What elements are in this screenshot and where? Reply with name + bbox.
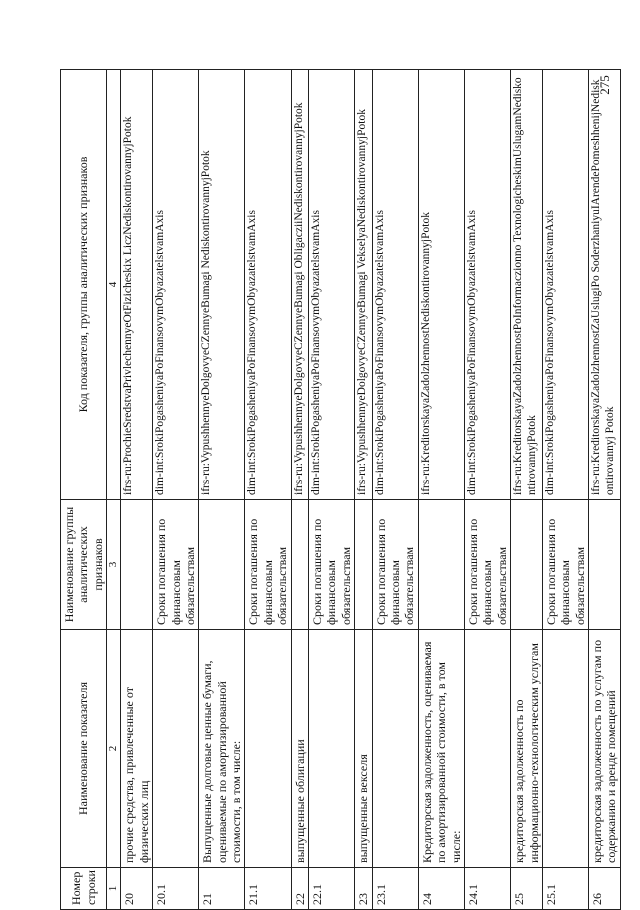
group-name-cell [355,500,372,630]
row-number-cell: 22.1 [309,868,355,910]
table-row [245,70,291,910]
group-name-cell: Сроки погашения по финансовым обязательствам [309,500,355,630]
header-code: Код показателя, группы аналитических признаков [61,70,107,500]
code-cell: dim-int:SrokiPogasheniyaPoFinansovymObyazatelstvamAxis [372,70,418,500]
group-name-cell: Сроки погашения по финансовым обязательствам [372,500,418,630]
indicator-name-cell [542,630,588,868]
table-row [542,70,588,910]
table-row [153,70,199,910]
row-number-cell: 23.1 [372,868,418,910]
header-indicator-name: Наименование показателя [61,630,107,868]
indicator-name-cell: прочие средства, привлеченные от физических лиц [121,630,153,868]
column-number: 1 [107,868,121,910]
code-cell: dim-int:SrokiPogasheniyaPoFinansovymObyazatelstvamAxis [542,70,588,500]
group-name-cell: Сроки погашения по финансовым обязательствам [542,500,588,630]
row-number-cell: 20.1 [153,868,199,910]
table-row [464,70,510,910]
row-number-cell: 21.1 [245,868,291,910]
column-number: 3 [107,500,121,630]
code-cell: ifrs-ru:VypushhennyeDolgovyeCZennyeBumagi VekselyaNediskontirovannyjPotok [355,70,372,500]
indicator-name-cell [245,630,291,868]
indicator-name-cell: кредиторская задолженность по информационно-технологическим услугам [511,630,543,868]
group-name-cell [291,500,308,630]
table-row [199,70,245,910]
row-number-cell: 24 [418,868,464,910]
group-name-cell: Сроки погашения по финансовым обязательствам [464,500,510,630]
column-number-row [107,70,121,910]
table-row [418,70,464,910]
table-row [372,70,418,910]
page-number: 275 [597,75,612,95]
code-cell: dim-int:SrokiPogasheniyaPoFinansovymObyazatelstvamAxis [464,70,510,500]
row-number-cell: 24.1 [464,868,510,910]
table-row [511,70,543,910]
indicator-name-cell [464,630,510,868]
code-cell: ifrs-ru:VypushhennyeDolgovyeCZennyeBumagi NediskontirovannyjPotok [199,70,245,500]
group-name-cell [418,500,464,630]
group-name-cell: Сроки погашения по финансовым обязательствам [245,500,291,630]
table-row [291,70,308,910]
indicator-name-cell: кредиторская задолженность по услугам по содержанию и аренде помещений [589,630,621,868]
indicator-name-cell [309,630,355,868]
group-name-cell [199,500,245,630]
table-row [309,70,355,910]
row-number-cell: 25.1 [542,868,588,910]
table-row [589,70,621,910]
column-number: 4 [107,70,121,500]
row-number-cell: 20 [121,868,153,910]
row-number-cell: 21 [199,868,245,910]
header-group-name: Наименование группы аналитических признаков [61,500,107,630]
row-number-cell: 25 [511,868,543,910]
code-cell: ifrs-ru:ProchieSredstvaPrivlechennyeOtFizicheskix LiczNediskontirovannyjPotok [121,70,153,500]
indicator-name-cell: выпущенные векселя [355,630,372,868]
group-name-cell [121,500,153,630]
code-cell: ifrs-ru:VypushhennyeDolgovyeCZennyeBumagi ObligacziiNediskontirovannyjPotok [291,70,308,500]
header-row [61,70,107,910]
indicator-table [60,69,621,910]
group-name-cell [589,500,621,630]
code-cell: ifrs-ru:KreditorskayaZadolzhennostPoInformaczionno TexnologicheskimUslugamNediskontirovannyjPotok [511,70,543,500]
indicator-name-cell: Выпущенные долговые ценные бумаги, оцениваемые по амортизированной стоимости, в том числе: [199,630,245,868]
indicator-name-cell: Кредиторская задолженность, оцениваемая по амортизированной стоимости, в том числе: [418,630,464,868]
code-cell: dim-int:SrokiPogasheniyaPoFinansovymObyazatelstvamAxis [245,70,291,500]
indicator-name-cell [372,630,418,868]
code-cell: dim-int:SrokiPogasheniyaPoFinansovymObyazatelstvamAxis [153,70,199,500]
header-row-number: Номер строки [61,868,107,910]
group-name-cell [511,500,543,630]
column-number: 2 [107,630,121,868]
code-cell: ifrs-ru:KreditorskayaZadolzhennostZaUslugiPo SoderzhaniyuIArendePomeshhenijNediskontirovannyj Potok [589,70,621,500]
code-cell: dim-int:SrokiPogasheniyaPoFinansovymObyazatelstvamAxis [309,70,355,500]
table-row [355,70,372,910]
indicator-name-cell [153,630,199,868]
table-row [121,70,153,910]
row-number-cell: 23 [355,868,372,910]
table-body [121,70,621,910]
row-number-cell: 22 [291,868,308,910]
indicator-name-cell: выпущенные облигации [291,630,308,868]
group-name-cell: Сроки погашения по финансовым обязательствам [153,500,199,630]
row-number-cell: 26 [589,868,621,910]
code-cell: ifrs-ru:KreditorskayaZadolzhennostNediskontirovannyjPotok [418,70,464,500]
